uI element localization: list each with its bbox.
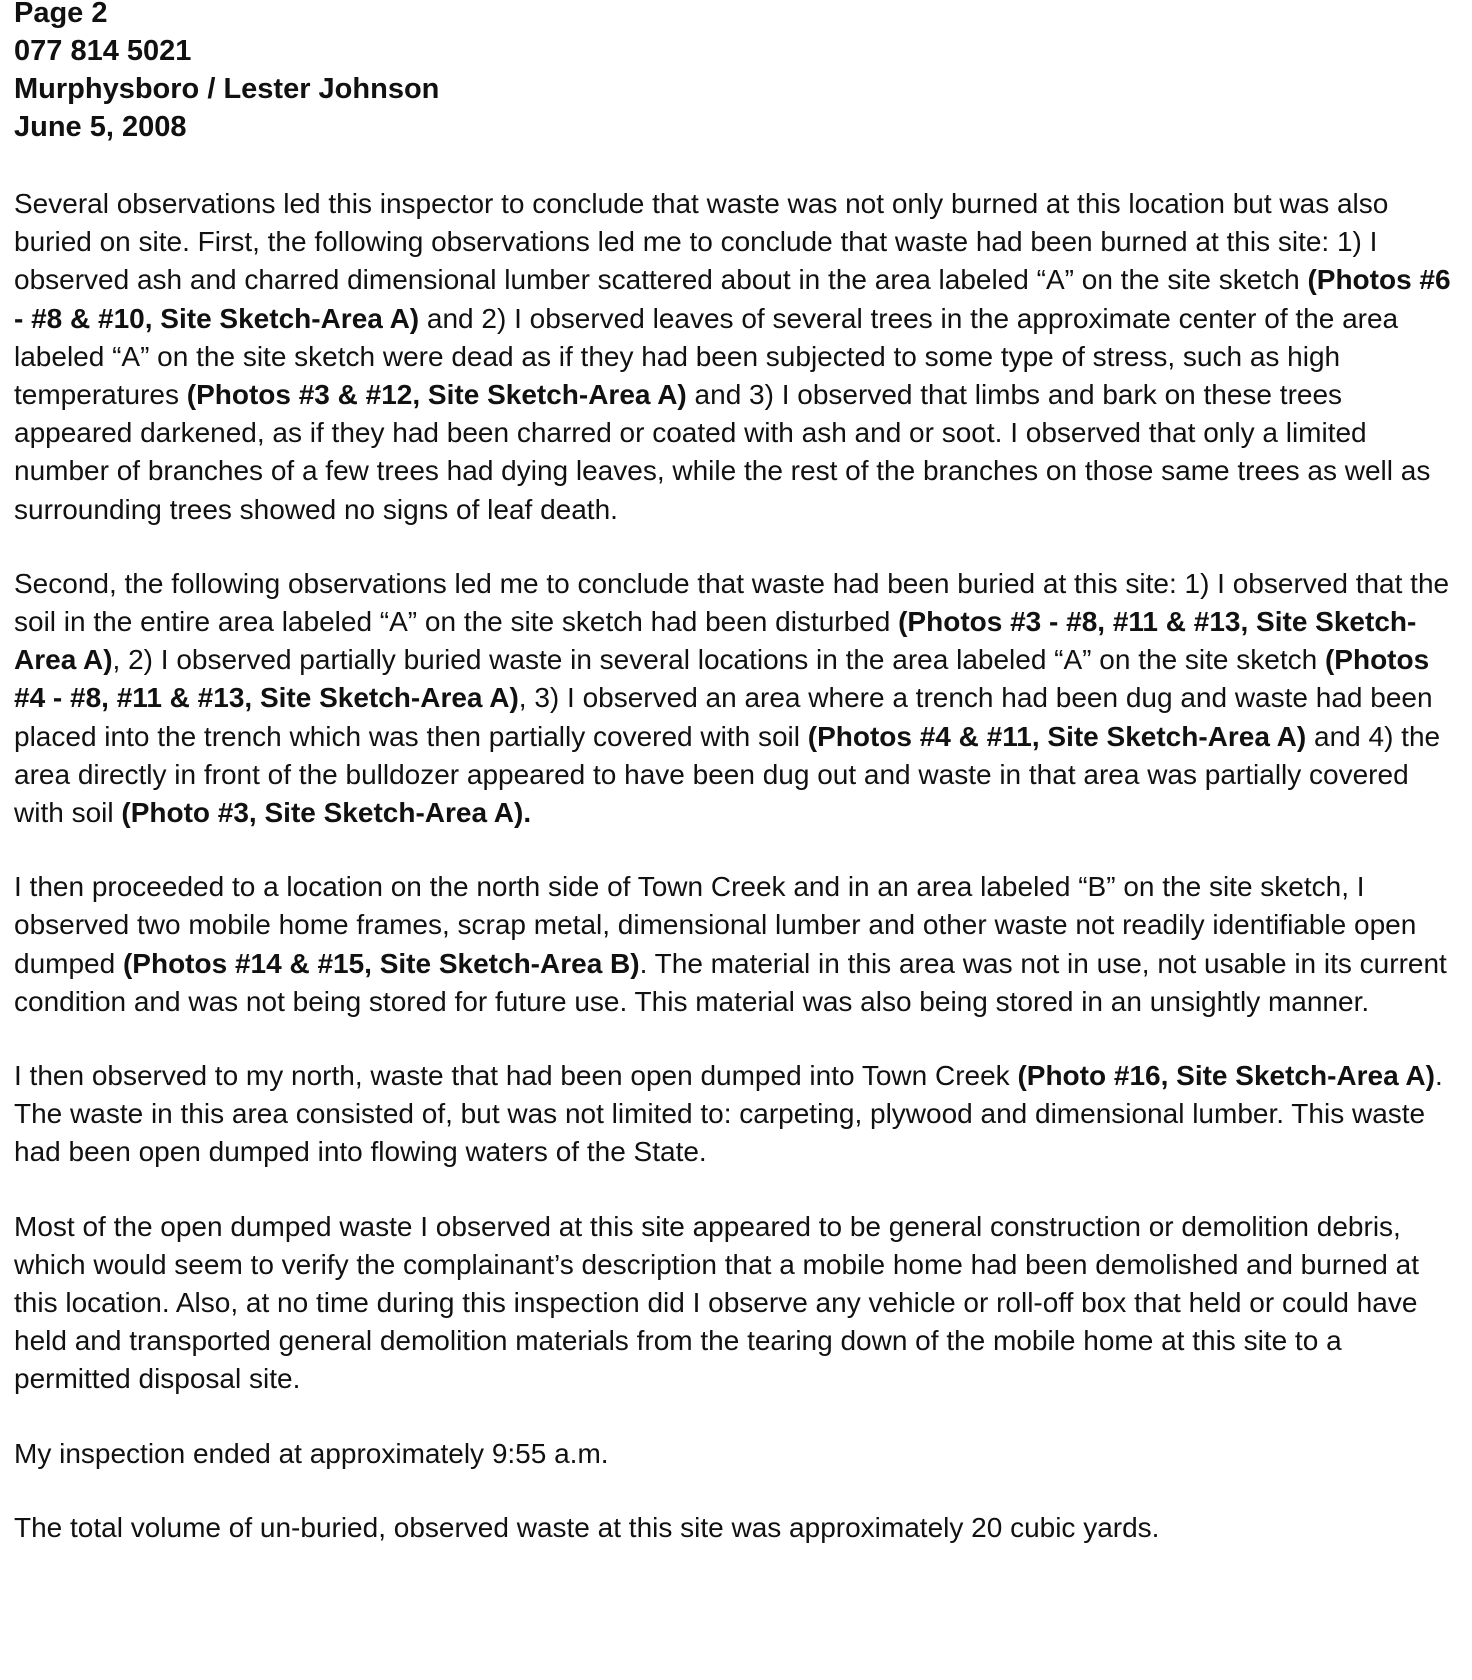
paragraph-burned-buried (14, 185, 1454, 529)
document-page (14, 0, 1454, 1547)
paragraph-text: Most of the open dumped waste I observed at this site appeared to be general construction or demolition debris, which would seem to verify the complainant’s description that a mobile home had been demolished and burned at this location. Also, at no time during this inspection did I observe any vehicle or roll-off box that held or could have held and transported general demolition materials from the tearing down of the mobile home at this site to a permitted disposal site. (14, 1210, 1419, 1395)
paragraph-text: Several observations led this inspector to conclude that waste was not only burned at this location but was also buried on site. First, the following observations led me to conclude that waste had been burned at this site: 1) I observed ash and charred dimensional lumber scattered about in the area labeled “A” on the site sketch (14, 188, 1389, 296)
paragraph-text: and 3) I observed that limbs and bark on these trees appeared darkened, as if they had been charred or coated with ash and or soot. I observed that only a limited number of branches of a few trees had dying leaves, while the rest of the branches on those same trees as well as surrounding trees showed no signs of leaf death. (14, 379, 1431, 525)
document-date: June 5, 2008 (14, 111, 187, 143)
paragraph-text: , 3) I observed an area where a trench had been dug and waste had been placed into the trench which was then partially covered with soil (14, 682, 1433, 752)
paragraph-text: The total volume of un-buried, observed waste at this site was approximately 20 cubic yards. (14, 1511, 1160, 1543)
paragraph-area-b (14, 868, 1454, 1021)
document-header (14, 0, 1454, 146)
document-id: 077 814 5021 (14, 35, 192, 67)
photo-reference: (Photos #3 & #12, Site Sketch-Area A) (186, 379, 687, 411)
photo-reference: (Photos #3 - #8, #11 & #13, Site Sketch-Area A) (14, 606, 1417, 676)
paragraph-text: . The waste in this area consisted of, but was not limited to: carpeting, plywood and dimensional lumber. This waste had been open dumped into flowing waters of the State. (14, 1060, 1443, 1168)
photo-reference: (Photos #14 & #15, Site Sketch-Area B) (122, 947, 640, 979)
paragraph-text: I then proceeded to a location on the north side of Town Creek and in an area labeled “B” on the site sketch, I observed two mobile home frames, scrap metal, dimensional lumber and other waste not readily identifiable open dumped (14, 871, 1417, 979)
photo-reference: (Photos #6 - #8 & #10, Site Sketch-Area A) (14, 264, 1451, 334)
paragraph-town-creek (14, 1057, 1454, 1172)
paragraph-text: . The material in this area was not in use, not usable in its current condition and was not being stored for future use. This material was also being stored in an unsightly manner. (14, 947, 1447, 1017)
paragraph-text: My inspection ended at approximately 9:55 a.m. (14, 1437, 609, 1469)
paragraph-text: I then observed to my north, waste that had been open dumped into Town Creek (14, 1060, 1018, 1092)
paragraph-total-volume (14, 1509, 1454, 1547)
photo-reference: (Photo #16, Site Sketch-Area A) (1017, 1060, 1435, 1092)
paragraph-inspection-end (14, 1435, 1454, 1473)
paragraph-text: and 4) the area directly in front of the bulldozer appeared to have been dug out and waste in that area was partially covered with soil (14, 720, 1441, 829)
document-body (14, 185, 1454, 1547)
photo-reference: (Photos #4 & #11, Site Sketch-Area A) (807, 720, 1307, 752)
page-number: Page 2 (14, 0, 108, 29)
paragraph-text: and 2) I observed leaves of several trees in the approximate center of the area labeled “A” on the site sketch were dead as if they had been subjected to some type of stress, such as high temperatures (14, 302, 1399, 411)
paragraph-text: Second, the following observations led me to conclude that waste had been buried at this site: 1) I observed that the soil in the entire area labeled “A” on the site sketch had been disturbed (14, 567, 1450, 638)
paragraph-demolition (14, 1208, 1454, 1399)
photo-reference: (Photos #4 - #8, #11 & #13, Site Sketch-Area A) (14, 644, 1430, 714)
location-name: Murphysboro / Lester Johnson (14, 73, 440, 105)
paragraph-text: , 2) I observed partially buried waste in several locations in the area labeled “A” on the site sketch (112, 644, 1325, 676)
photo-reference: (Photo #3, Site Sketch-Area A). (121, 797, 532, 829)
paragraph-buried-waste (14, 565, 1454, 832)
